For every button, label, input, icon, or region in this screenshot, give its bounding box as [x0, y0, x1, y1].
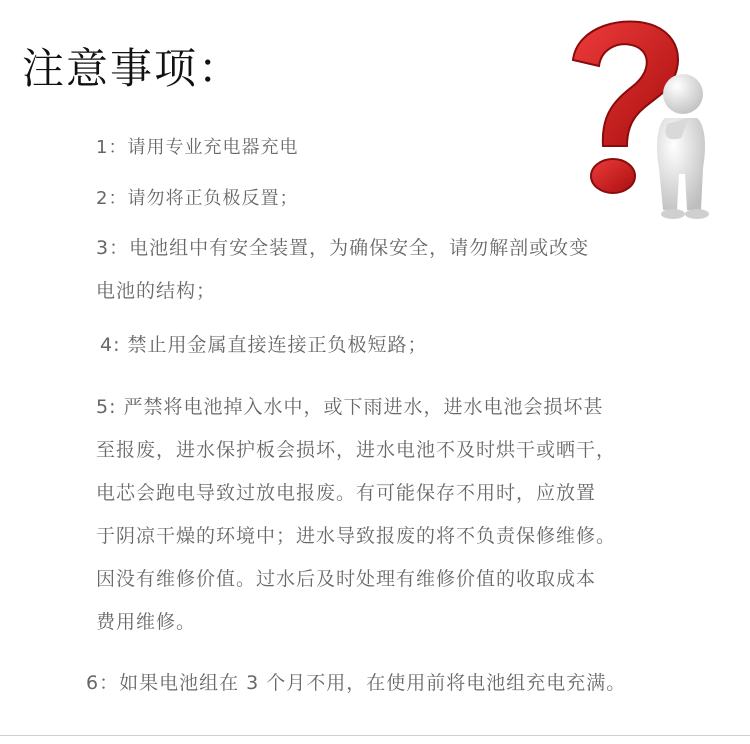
question-mark-person-icon — [555, 18, 745, 223]
page-title: 注意事项： — [22, 44, 243, 93]
list-item: 6：如果电池组在 3 个月不用，在使用前将电池组充电充满。 — [86, 672, 627, 694]
list-item: 4: 禁止用金属直接连接正负极短路； — [100, 334, 428, 356]
list-item: 5: 严禁将电池掉入水中，或下雨进水，进水电池会损坏甚 — [96, 396, 604, 418]
list-item: 1：请用专业充电器充电 — [96, 137, 299, 158]
list-item: 电芯会跑电导致过放电报废。有可能保存不用时，应放置 — [96, 482, 597, 504]
list-item: 至报废，进水保护板会损坏，进水电池不及时烘干或晒干， — [96, 439, 617, 461]
list-item: 因没有维修价值。过水后及时处理有维修价值的收取成本 — [96, 568, 597, 590]
list-item: 费用维修。 — [96, 611, 197, 633]
list-item: 3：电池组中有安全装置，为确保安全，请勿解剖或改变 — [96, 237, 590, 259]
list-item: 于阴凉干燥的环境中；进水导致报废的将不负责保修维修。 — [96, 525, 617, 547]
divider — [0, 735, 750, 736]
list-item: 2：请勿将正负极反置； — [96, 188, 299, 209]
paragraph-block — [96, 386, 616, 644]
list-item: 电池的结构； — [96, 280, 217, 302]
